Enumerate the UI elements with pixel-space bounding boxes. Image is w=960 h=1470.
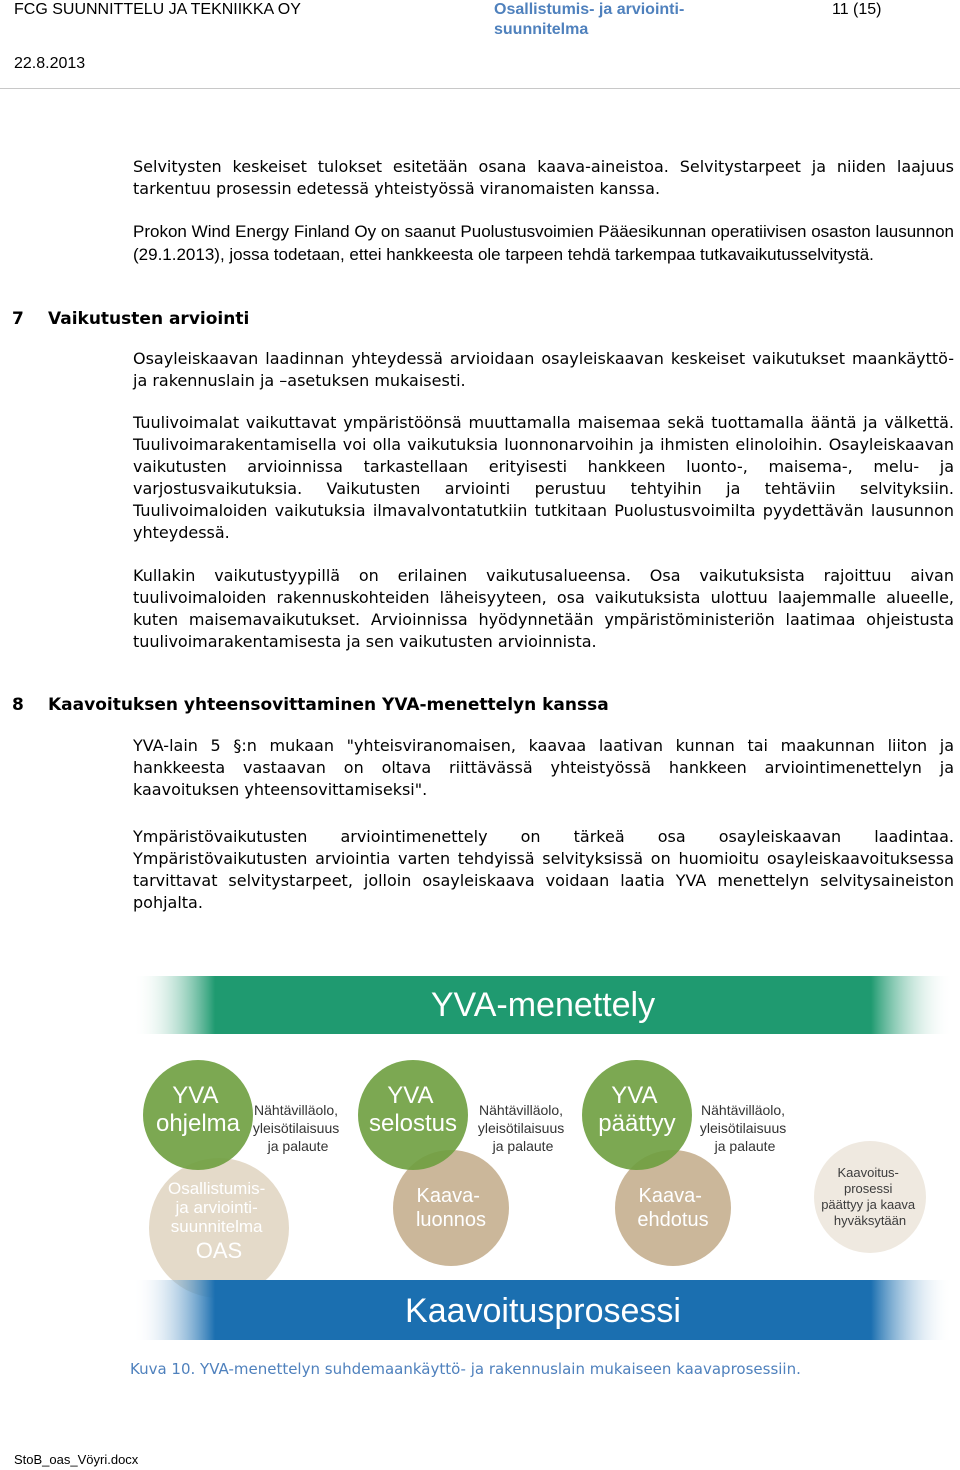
oas-label: Osallistumis- ja arviointi- suunnitelma OAS	[167, 1179, 266, 1263]
paragraph-impact-areas: Kullakin vaikutustyypillä on erilainen vaikutusalueensa. Osa vaikutuksista rajoittuu aivan tuulivoimaloiden rakennuskohteiden läheisyyteen, osa vaikutuksista ulottuu laajemmalle alueelle, kuten maisemavaikutukset. Arvioinnissa hyödynnetään ympäristöministeriön laatimaa ohjeistusta tuulivoimarakentamisesta ja sen vaikutusten arvioinnista.	[133, 566, 954, 651]
section-heading-7	[12, 308, 249, 330]
section-number-7: 7	[12, 309, 24, 329]
paragraph-wind-impacts: Tuulivoimalat vaikuttavat ympäristöönsä muuttamalla maisemaa sekä tuottamalla ääntä ja välkettä. Tuulivoimarakentamisella voi olla vaikutuksia luonnonarvoihin ja ihmisten elinoloihin. Osayleiskaavan vaikutusten arvioinnissa tarkastellaan erityisesti hankkeen luonto-, maisema-, melu- ja varjostusvaikutuksia. Vaikutusten arviointi perustuu tehtyihin ja tehtäviin selvityksiin. Tuulivoimaloiden vaikutuksia ilmavalvontatutkiin tutkitaan Puolustusvoimilta pyydettävän lausunnon yhteydessä.	[133, 413, 954, 542]
section-title-8: Kaavoituksen yhteensovittaminen YVA-menettelyn kanssa	[48, 695, 609, 715]
figure-caption: Kuva 10. YVA-menettelyn suhdemaankäyttö- ja rakennuslain mukaiseen kaavaprosessiin.	[130, 1360, 801, 1378]
final-approval-label: Kaavoitus- prosessi päättyy ja kaava hyväksytään	[821, 1165, 916, 1228]
planning-process-label: Kaavoitusprosessi	[405, 1292, 681, 1330]
paragraph-impacts-intro: Osayleiskaavan laadinnan yhteydessä arvioidaan osayleiskaavan keskeiset vaikutukset maankäyttö- ja rakennuslain ja –asetuksen mukaisesti.	[133, 349, 954, 390]
document-date: 22.8.2013	[14, 55, 86, 72]
yva-banner-label: YVA-menettely	[430, 986, 656, 1024]
paragraph-results: Selvitysten keskeiset tulokset esitetään osana kaava-aineistoa. Selvitystarpeet ja niiden laajuus tarkentuu prosessin edetessä yhteistyössä viranomaisten kanssa.	[133, 157, 954, 198]
document-title	[494, 0, 754, 40]
note-hearing-2: Nähtävilläolo, yleisötilaisuus ja palaute	[477, 1102, 565, 1154]
page-number: 11 (15)	[832, 1, 882, 18]
document-title-line-2: suunnitelma	[494, 21, 589, 38]
draft-plan-label: Kaava- luonnos	[415, 1185, 487, 1231]
footer-filename: StoB_oas_Vöyri.docx	[14, 1452, 139, 1467]
paragraph-yva-law: YVA-lain 5 §:n mukaan "yhteisviranomaisen, kaavaa laativan kunnan tai maakunnan liiton ja hankkeesta vastaavan on oltava riittävässä yhteistyössä hankkeen arviointimenettelyn ja kaavoituksen yhteensovittamiseksi".	[133, 736, 954, 799]
document-title-line-1: Osallistumis- ja arviointi-	[494, 1, 685, 18]
section-title-7: Vaikutusten arviointi	[48, 309, 250, 329]
paragraph-statement: Prokon Wind Energy Finland Oy on saanut Puolustusvoimien Pääesikunnan operatiivisen osaston lausunnon (29.1.2013), jossa todetaan, ettei hankkeesta ole tarpeen tehdä tarkempaa tutkavaikutusselvitystä.	[133, 222, 954, 264]
yva-process-diagram	[133, 970, 953, 1345]
note-hearing-1: Nähtävilläolo, yleisötilaisuus ja palaute	[252, 1102, 340, 1154]
section-number-8: 8	[12, 695, 24, 715]
note-hearing-3: Nähtävilläolo, yleisötilaisuus ja palaute	[699, 1102, 787, 1154]
paragraph-yva-procedure: Ympäristövaikutusten arviointimenettely on tärkeä osa osayleiskaavan laadintaa. Ympäristövaikutusten arviointia varten tehdyissä selvityksissä on huomioitu osayleiskaavoituksessa tarvittavat selvitystarpeet, jolloin osayleiskaava voidaan laatia YVA menettelyn selvitysaineiston pohjalta.	[133, 827, 954, 912]
company-name: FCG SUUNNITTELU JA TEKNIIKKA OY	[14, 1, 301, 18]
header-divider	[0, 88, 960, 89]
yva-report-label: YVA selostus	[368, 1082, 458, 1137]
yva-ends-label: YVA päättyy	[598, 1082, 676, 1137]
yva-process-figure	[133, 970, 953, 1345]
yva-program-label: YVA ohjelma	[155, 1082, 241, 1137]
section-heading-8	[12, 694, 609, 716]
plan-proposal-label: Kaava- ehdotus	[637, 1185, 709, 1231]
page-header	[0, 0, 960, 95]
